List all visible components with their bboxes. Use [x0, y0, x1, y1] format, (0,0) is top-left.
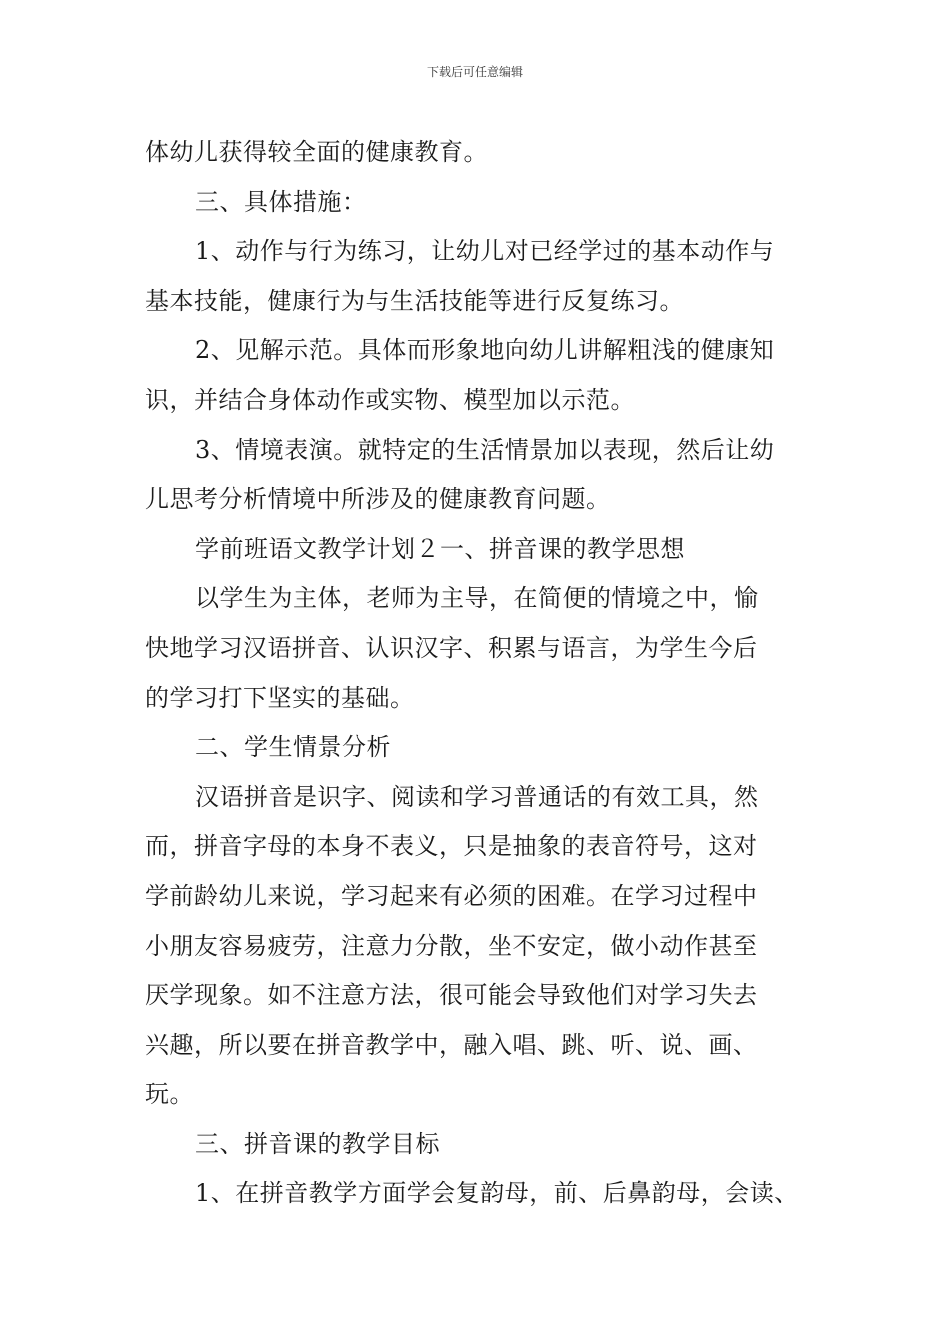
text-line: 体幼儿获得较全面的健康教育。	[145, 138, 488, 166]
text-line: 识，并结合身体动作或实物、模型加以示范。	[145, 385, 635, 414]
text-line: 1、动作与行为练习，让幼儿对已经学过的基本动作与	[195, 237, 775, 266]
text-line: 而，拼音字母的本身不表义，只是抽象的表音符号，这对	[145, 832, 758, 861]
text-line: 二、学生情景分析	[195, 733, 391, 762]
text-line: 的学习打下坚实的基础。	[145, 683, 415, 712]
text-line: 学前龄幼儿来说，学习起来有必须的困难。在学习过程中	[145, 881, 758, 910]
text-line: 厌学现象。如不注意方法，很可能会导致他们对学习失去	[145, 981, 758, 1010]
text-line: 1、在拼音教学方面学会复韵母，前、后鼻韵母，会读、	[195, 1179, 799, 1208]
text-line: 学前班语文教学计划２一、拼音课的教学思想	[195, 534, 685, 563]
text-line: 三、具体措施：	[195, 187, 367, 216]
text-line: 小朋友容易疲劳，注意力分散，坐不安定，做小动作甚至	[145, 931, 758, 960]
text-line: 以学生为主体，老师为主导，在简便的情境之中，愉	[195, 584, 759, 613]
text-line: 3、情境表演。就特定的生活情景加以表现，然后让幼	[195, 435, 775, 464]
header-text: 下载后可任意编辑	[426, 65, 523, 79]
text-line: 2、见解示范。具体而形象地向幼儿讲解粗浅的健康知	[195, 336, 775, 365]
text-line: 快地学习汉语拼音、认识汉字、积累与语言，为学生今后	[145, 633, 758, 662]
document-body	[145, 128, 835, 1219]
text-line: 兴趣，所以要在拼音教学中，融入唱、跳、听、说、画、	[145, 1030, 758, 1059]
text-line: 汉语拼音是识字、阅读和学习普通话的有效工具，然	[195, 782, 759, 811]
text-line: 玩。	[145, 1080, 194, 1109]
text-line: 三、拼音课的教学目标	[195, 1129, 440, 1158]
page-header	[0, 64, 950, 80]
text-line: 基本技能，健康行为与生活技能等进行反复练习。	[145, 286, 684, 315]
text-line: 儿思考分析情境中所涉及的健康教育问题。	[145, 485, 611, 514]
